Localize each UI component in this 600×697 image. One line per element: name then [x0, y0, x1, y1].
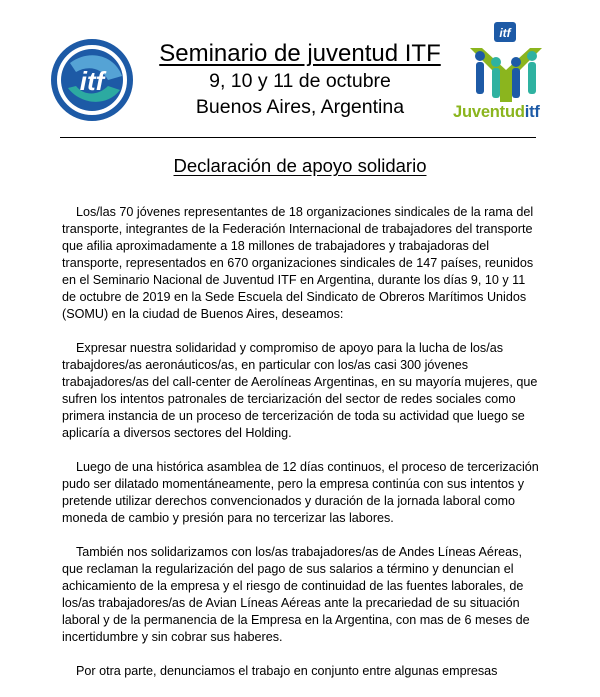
document-header — [0, 0, 600, 140]
document-heading: Declaración de apoyo solidario — [173, 155, 427, 176]
itf-logo-text: itf — [79, 66, 105, 96]
seminar-dates: 9, 10 y 11 de octubre — [209, 70, 391, 92]
juventud-word: Juventud — [453, 103, 525, 121]
seminar-title: Seminario de juventud ITF — [159, 40, 441, 67]
paragraph-5: Por otra parte, denunciamos el trabajo en conjunto entre algunas empresas — [76, 664, 498, 678]
juventud-itf-word: itf — [524, 103, 540, 121]
itf-logo — [50, 38, 134, 122]
paragraph-2: Expresar nuestra solidaridad y compromiso de apoyo para la lucha de los/as trabajdores/as aeronáuticos/as, en particular con los/as casi 300 jóvenes trabajadores/as del call-center de Aerolíneas Argentinas, en su mayoría mujeres, que sufren los intentos patronales de terciarización del sector de redes sociales como primera instancia de un proceso de tercerización de toda su actividad que luego se aplicaría a diversos sectores del Holding. — [62, 341, 538, 440]
seminar-location: Buenos Aires, Argentina — [195, 96, 405, 118]
title-block — [150, 40, 450, 120]
juventud-itf-wordmark — [453, 103, 563, 122]
header-divider — [60, 137, 536, 138]
paragraph-3: Luego de una histórica asamblea de 12 días continuos, el proceso de tercerización pudo ser dilatado momentáneamente, pero la empresa continúa con sus intentos y pretende utilizar derechos convencionados y duración de la jornada laboral como moneda de cambio y presión para no tercerizar las labores. — [62, 460, 539, 525]
paragraph-1: Los/las 70 jóvenes representantes de 18 organizaciones sindicales de la rama del transporte, integrantes de la Federación Internacional de trabajadores del transporte que afilia aproximadamente a 18 millones de trabajadores y trabajadoras del transporte, representados en 670 organizaciones sindicales de 147 países, reunidos en el Seminario Nacional de Juventud ITF en Argentina, durante los días 9, 10 y 11 de octubre de 2019 en la Sede Escuela del Sindicato de Obreros Marítimos Unidos (SOMU) en la ciudad de Buenos Aires, deseamos: — [62, 205, 534, 321]
document-body — [62, 204, 540, 697]
paragraph-4: También nos solidarizamos con los/as trabajadores/as de Andes Líneas Aéreas, que reclaman la regularización del pago de sus salarios a término y denuncian el achicamiento de la empresa y el riesgo de continuidad de las fuentes laborales, de los/as trabajadores/as de Avian Líneas Aéreas ante la precariedad de su situación laboral y de la permanencia de la Empresa en la Argentina, con mas de 6 meses de incertidumbre y sin cobrar sus haberes. — [62, 545, 530, 644]
juventud-small-itf-text: itf — [499, 26, 511, 40]
